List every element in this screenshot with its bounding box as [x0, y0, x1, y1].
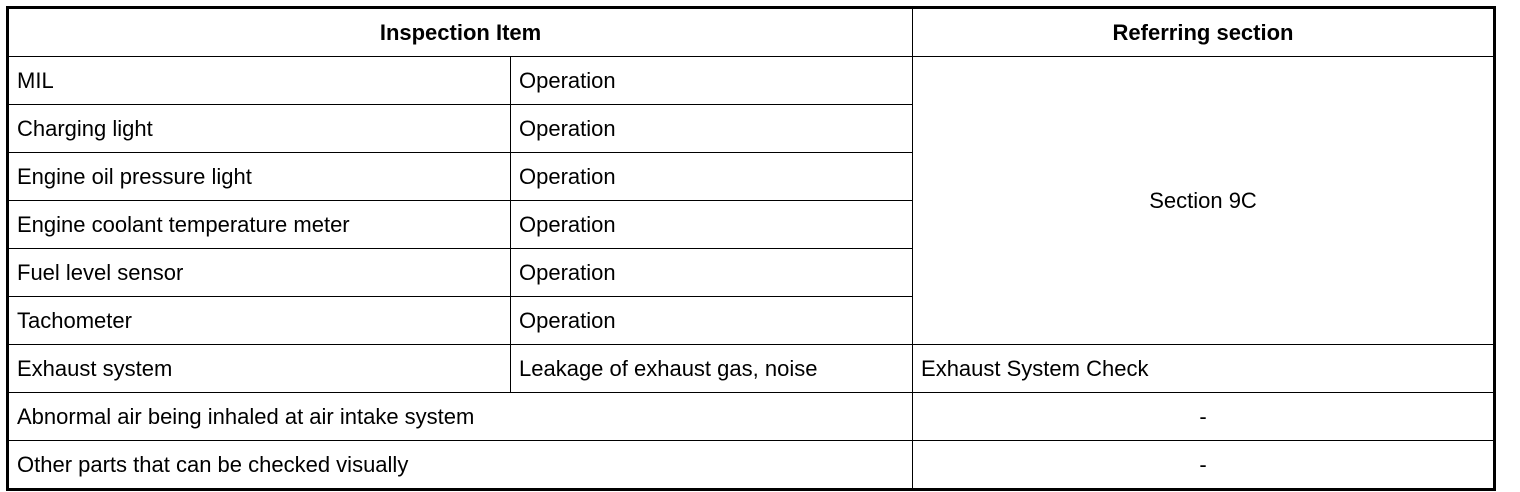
table-header-row: [8, 8, 1495, 57]
item-cell: Engine coolant temperature meter: [8, 201, 511, 249]
item-cell: Engine oil pressure light: [8, 153, 511, 201]
check-cell: Leakage of exhaust gas, noise: [511, 345, 913, 393]
item-cell: Charging light: [8, 105, 511, 153]
gauges-ref-cell: Section 9C: [913, 57, 1495, 345]
item-cell: Fuel level sensor: [8, 249, 511, 297]
check-cell: Operation: [511, 297, 913, 345]
item-cell: Tachometer: [8, 297, 511, 345]
check-cell: Operation: [511, 249, 913, 297]
inspection-table: [6, 6, 1496, 491]
check-cell: Operation: [511, 201, 913, 249]
ref-cell: -: [913, 393, 1495, 441]
item-cell: MIL: [8, 57, 511, 105]
item-cell: Exhaust system: [8, 345, 511, 393]
check-cell: Operation: [511, 57, 913, 105]
check-cell: Operation: [511, 105, 913, 153]
item-cell: Other parts that can be checked visually: [8, 441, 913, 490]
table-row: [8, 441, 1495, 490]
table-row: [8, 345, 1495, 393]
ref-cell: -: [913, 441, 1495, 490]
header-referring-section: Referring section: [913, 8, 1495, 57]
header-inspection-item: Inspection Item: [8, 8, 913, 57]
table-row: [8, 57, 1495, 105]
check-cell: Operation: [511, 153, 913, 201]
ref-cell: Exhaust System Check: [913, 345, 1495, 393]
item-cell: Abnormal air being inhaled at air intake system: [8, 393, 913, 441]
table-row: [8, 393, 1495, 441]
